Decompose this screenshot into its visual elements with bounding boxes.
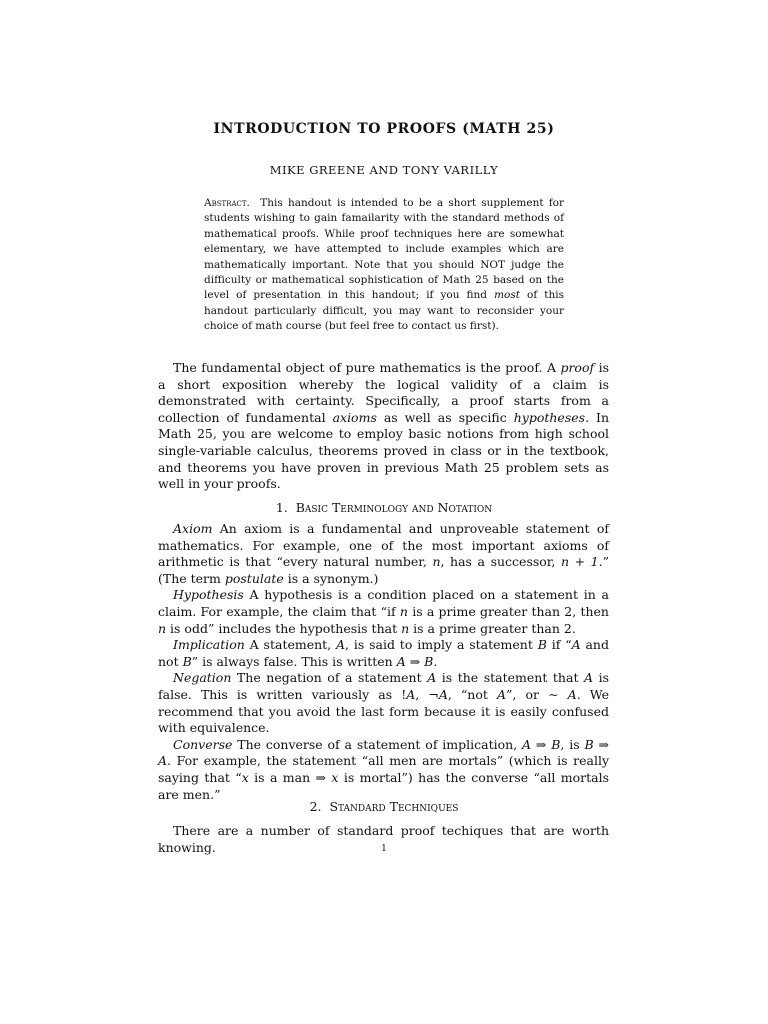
- definition-term-axiom: Axiom: [173, 521, 213, 536]
- intro-text-1: The fundamental object of pure mathematics is the proof. A: [173, 360, 561, 375]
- converse-text-2: , is: [560, 736, 585, 752]
- definitions-list: [158, 521, 609, 803]
- implication-text-1: A statement,: [244, 637, 336, 653]
- hypothesis-var-n-2: n: [158, 620, 167, 636]
- definition-term-converse: Converse: [173, 736, 233, 752]
- hypothesis-var-n-1: n: [399, 603, 408, 619]
- intro-paragraph: [158, 360, 609, 493]
- negation-text-5: , “not: [447, 686, 497, 702]
- abstract: [204, 196, 564, 335]
- abstract-text-part-2: of this handout particularly difficult, you may want to reconsider your choice of math course (but feel free to contact us first).: [204, 289, 564, 333]
- converse-formula-3: x: [241, 769, 249, 785]
- converse-text-3: . For example, the statement “all men are mortals” (which is really saying that “: [158, 753, 609, 785]
- intro-text-4: . In Math 25, you are welcome to employ basic notions from high school single-variable calculus, theorems proved in class or in the textbook, and theorems you have proven in previous Math 25 problem sets as well in your proofs.: [158, 409, 609, 492]
- definition-hypothesis: [158, 587, 609, 637]
- paper-title: INTRODUCTION TO PROOFS (MATH 25): [213, 121, 555, 137]
- definition-implication: [158, 637, 609, 670]
- implication-var-a-1: A: [336, 637, 346, 653]
- converse-formula-2: B ⇒ A: [158, 736, 609, 769]
- section-1-heading: [0, 500, 768, 515]
- axiom-emph-postulate: postulate: [224, 570, 284, 586]
- hypothesis-text-4: is a prime greater than 2.: [409, 620, 576, 636]
- converse-formula-4: x: [331, 769, 339, 785]
- negation-text-1: The negation of a statement: [231, 670, 428, 686]
- paper-authors: MIKE GREENE AND TONY VARILLY: [269, 163, 499, 177]
- converse-formula-1: A ⇒ B: [522, 736, 561, 752]
- section-2-paragraph: There are a number of standard proof techiques that are worth knowing.: [158, 823, 609, 855]
- hypothesis-var-n-3: n: [401, 620, 410, 636]
- definition-negation: [158, 670, 609, 736]
- implication-text-5: ” is always false. This is written: [191, 653, 397, 669]
- negation-text-6: ”, or ∼: [506, 686, 568, 702]
- axiom-var-n: n: [432, 554, 441, 570]
- negation-text-7: . We recommend that you avoid the last form because it is easily confused with equivalence.: [158, 686, 609, 736]
- negation-text-4: , ¬: [415, 686, 439, 702]
- negation-var-a-4: A: [438, 686, 448, 702]
- section-2-title: Standard Techniques: [329, 799, 459, 814]
- page-number: 1: [381, 844, 387, 854]
- implication-text-3: if “: [546, 637, 572, 653]
- converse-text-4: is a man ⇒: [248, 769, 332, 785]
- axiom-text-2: , has a successor,: [440, 554, 561, 570]
- implication-var-a-2: A: [571, 637, 581, 653]
- abstract-label: Abstract.: [204, 197, 250, 209]
- abstract-emphasis: most: [494, 289, 520, 302]
- negation-var-a-3: A: [406, 686, 416, 702]
- implication-formula: A ⇒ B: [396, 653, 434, 669]
- implication-text-2: , is said to imply a statement: [345, 637, 538, 653]
- definition-converse: [158, 737, 609, 803]
- negation-var-a-5: A: [497, 686, 507, 702]
- axiom-text-3: .” (The term: [158, 554, 609, 586]
- axiom-text-4: is a synonym.): [283, 570, 379, 586]
- intro-emph-proof: proof: [560, 360, 595, 375]
- implication-text-4: and not: [158, 637, 609, 669]
- intro-text-2: is a short exposition whereby the logical validity of a claim is demonstrated with certainty. Specifically, a proof starts from a collection of fundamental: [158, 360, 609, 425]
- implication-var-b-1: B: [537, 637, 547, 653]
- axiom-text-1: An axiom is a fundamental and unproveable statement of mathematics. For example, one of the most important axioms of arithmetic is that “every natural number,: [158, 521, 609, 570]
- intro-emph-hypotheses: hypotheses: [513, 409, 586, 425]
- hypothesis-text-1: A hypothesis is a condition placed on a statement in a claim. For example, the claim that “if: [158, 587, 609, 619]
- abstract-text-part-1: This handout is intended to be a short supplement for students wishing to gain famailarity with the standard methods of mathematical proofs. While proof techniques here are somewhat elementary, we have attempted to include examples which are mathematically important. Note that you should NOT judge the difficulty or mathematical sophistication of Math 25 based on the level of presentation in this handout; if you find: [204, 197, 564, 302]
- intro-emph-axioms: axioms: [332, 409, 377, 425]
- definition-term-implication: Implication: [173, 637, 245, 653]
- section-2-number: 2.: [309, 799, 322, 814]
- negation-var-a-2: A: [584, 670, 594, 686]
- implication-var-b-2: B: [182, 653, 192, 669]
- section-1-number: 1.: [275, 500, 288, 515]
- negation-text-2: is the statement that: [436, 670, 585, 686]
- converse-text-1: The converse of a statement of implication,: [232, 736, 523, 752]
- hypothesis-text-2: is a prime greater than 2, then: [407, 603, 609, 619]
- axiom-successor: n + 1: [560, 554, 599, 570]
- intro-text-3: as well as specific: [376, 409, 514, 425]
- implication-text-6: .: [433, 653, 438, 669]
- negation-var-a-6: A: [567, 686, 577, 702]
- negation-var-a-1: A: [427, 670, 437, 686]
- definition-axiom: [158, 521, 609, 587]
- definition-term-negation: Negation: [173, 670, 232, 686]
- section-2-heading: [0, 799, 768, 814]
- converse-text-5: is mortal”) has the converse “all mortals are men.”: [158, 769, 609, 802]
- hypothesis-text-3: is odd” includes the hypothesis that: [166, 620, 402, 636]
- negation-text-3: is false. This is written variously as !: [158, 670, 610, 702]
- section-1-title: Basic Terminology and Notation: [295, 500, 493, 515]
- definition-term-hypothesis: Hypothesis: [173, 587, 244, 603]
